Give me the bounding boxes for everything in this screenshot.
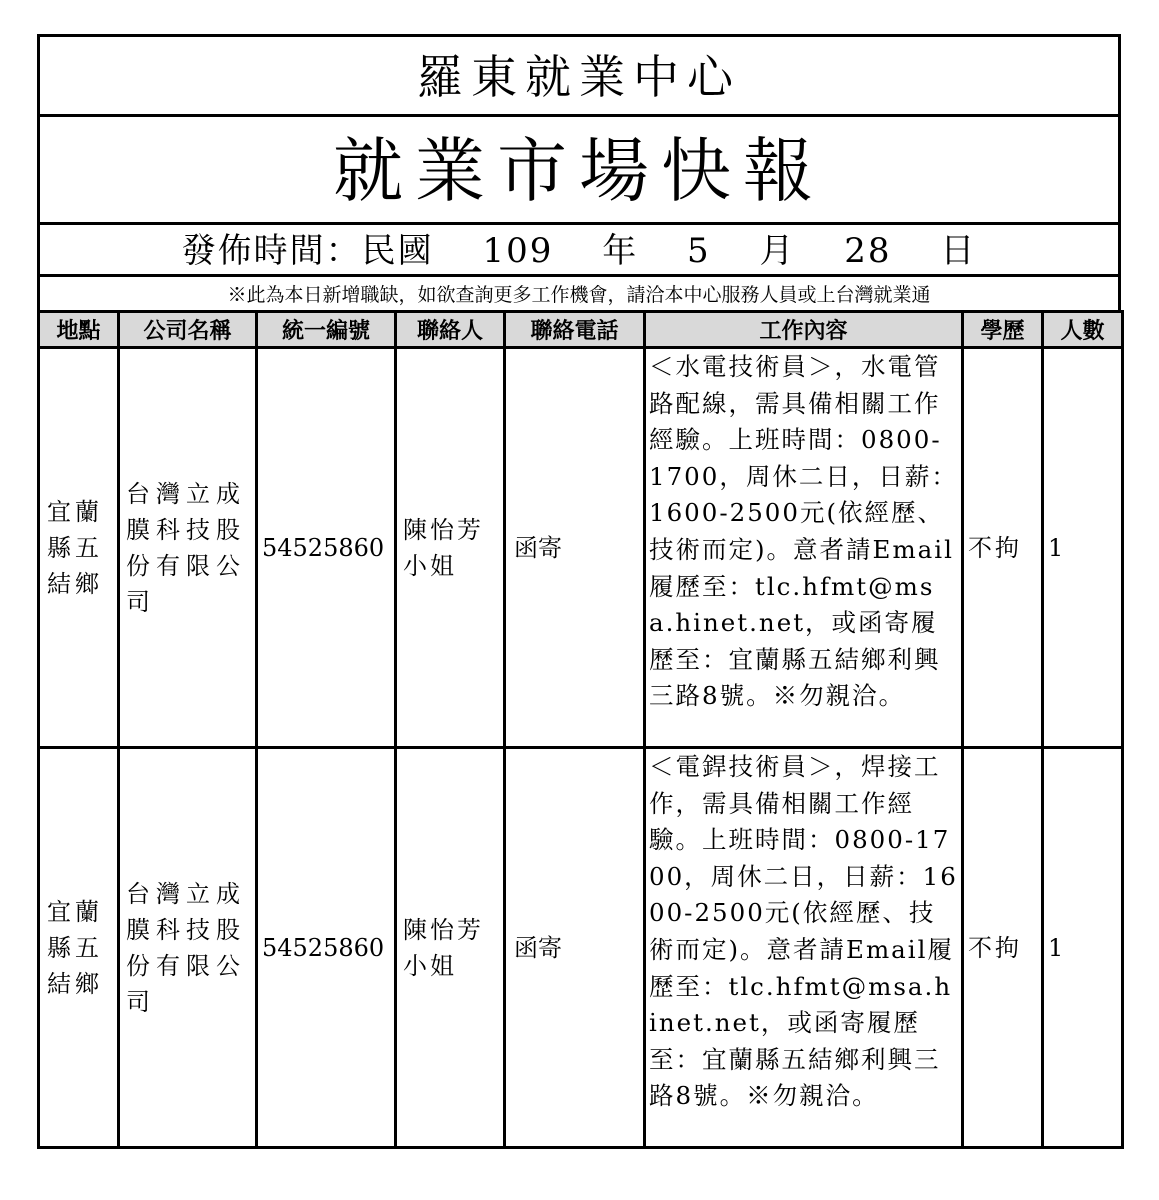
job-bulletin-sheet <box>37 34 1121 1149</box>
cell-education: 不拘 <box>963 348 1043 748</box>
publish-month-unit: 月 <box>759 231 796 271</box>
cell-education: 不拘 <box>963 748 1043 1148</box>
column-header-contact: 聯絡人 <box>396 312 505 348</box>
notice-text: ※此為本日新增職缺，如欲查詢更多工作機會，請洽本中心服務人員或上台灣就業通 <box>37 274 1121 310</box>
cell-job-content: ＜電銲技術員＞，焊接工作，需具備相關工作經驗。上班時間：0800-1700，周休二日，日薪：1600-2500元(依經歷、技術而定)。意者請Email履歷至：tlc.hfmt@msa.hinet.net，或函寄履歷至：宜蘭縣五結鄉利興三路8號。※勿親洽。 <box>645 748 963 1148</box>
center-name: 羅東就業中心 <box>37 34 1121 114</box>
bulletin-title: 就業市場快報 <box>37 114 1121 222</box>
table-row <box>39 348 1123 748</box>
cell-count: 1 <box>1043 348 1123 748</box>
cell-contact: 陳怡芳小姐 <box>396 748 505 1148</box>
publish-year-unit: 年 <box>602 231 639 271</box>
cell-phone: 函寄 <box>505 348 645 748</box>
cell-location: 宜蘭縣五結鄉 <box>39 748 119 1148</box>
cell-contact: 陳怡芳小姐 <box>396 348 505 748</box>
job-table <box>37 310 1124 1149</box>
column-header-tax-id: 統一編號 <box>257 312 396 348</box>
column-header-company: 公司名稱 <box>119 312 257 348</box>
cell-company: 台灣立成膜科技股份有限公司 <box>119 748 257 1148</box>
publish-day: 28 <box>844 231 892 271</box>
publish-day-unit: 日 <box>940 231 977 271</box>
cell-tax-id: 54525860 <box>257 348 396 748</box>
publish-month: 5 <box>687 231 711 271</box>
publish-label: 發佈時間：民國 <box>181 231 434 271</box>
publish-date <box>37 222 1121 274</box>
cell-tax-id: 54525860 <box>257 748 396 1148</box>
column-header-phone: 聯絡電話 <box>505 312 645 348</box>
column-header-location: 地點 <box>39 312 119 348</box>
cell-phone: 函寄 <box>505 748 645 1148</box>
table-header-row <box>39 312 1123 348</box>
column-header-count: 人數 <box>1043 312 1123 348</box>
column-header-content: 工作內容 <box>645 312 963 348</box>
publish-year: 109 <box>482 231 554 271</box>
table-row <box>39 748 1123 1148</box>
cell-job-content: ＜水電技術員＞，水電管路配線，需具備相關工作經驗。上班時間：0800-1700，周休二日，日薪：1600-2500元(依經歷、技術而定)。意者請Email履歷至：tlc.hfmt@msa.hinet.net，或函寄履歷至：宜蘭縣五結鄉利興三路8號。※勿親洽。 <box>645 348 963 748</box>
cell-location: 宜蘭縣五結鄉 <box>39 348 119 748</box>
cell-count: 1 <box>1043 748 1123 1148</box>
cell-company: 台灣立成膜科技股份有限公司 <box>119 348 257 748</box>
column-header-education: 學歷 <box>963 312 1043 348</box>
